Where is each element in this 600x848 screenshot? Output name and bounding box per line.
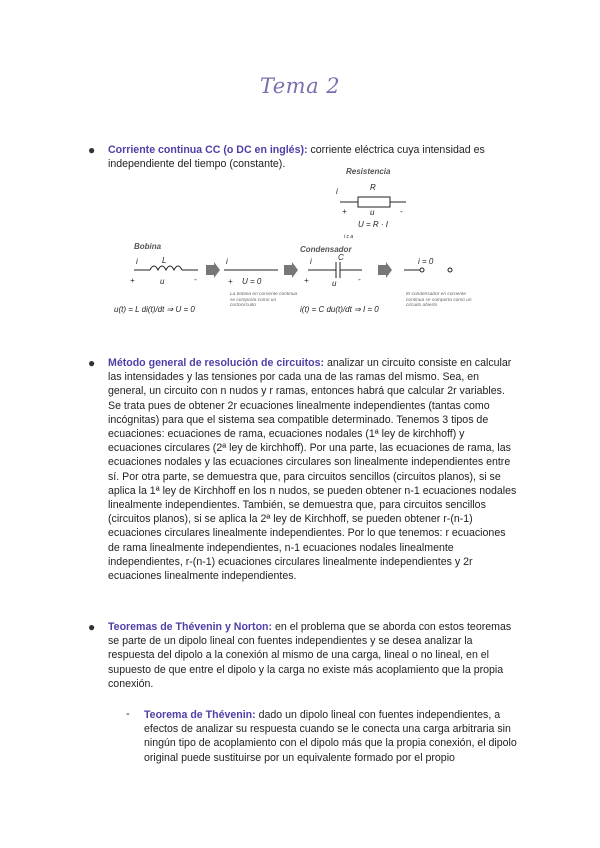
small-note: i c a <box>344 234 354 240</box>
u-zero: U = 0 <box>242 277 262 286</box>
resistor-symbol <box>358 197 390 207</box>
symbol-plus-cond: + <box>304 276 309 285</box>
i-zero: i = 0 <box>418 257 434 266</box>
inductor-symbol <box>150 266 182 270</box>
label-bobina: Bobina <box>134 242 162 251</box>
section-metodo <box>108 356 518 583</box>
arrow-right-icon <box>284 262 298 278</box>
label-resistencia: Resistencia <box>346 167 391 176</box>
symbol-minus-cond: - <box>358 275 361 284</box>
term-corriente-continua: Corriente continua CC (o DC en inglés): <box>108 144 308 156</box>
symbol-u: u <box>370 208 375 217</box>
bullet-icon: ● <box>88 356 96 370</box>
circuit-figure <box>100 160 520 330</box>
bullet-icon: ● <box>88 620 96 634</box>
symbol-plus-short: + <box>228 277 233 286</box>
term-metodo-general: Método general de resolución de circuitos: <box>108 357 325 369</box>
symbol-u-cond: u <box>332 279 337 288</box>
condensador-note: El condensador en corriente continua se comporta como un circuito abierto <box>406 292 472 309</box>
subsection-thevenin <box>144 708 522 765</box>
label-condensador: Condensador <box>300 245 352 254</box>
dash-marker: - <box>126 708 130 720</box>
condensador-equation: i(t) = C du(t)/dt ⇒ I = 0 <box>300 305 379 314</box>
symbol-plus: + <box>342 207 347 216</box>
symbol-minus: - <box>400 207 403 216</box>
bullet-icon: ● <box>88 143 96 157</box>
symbol-i: i <box>336 187 338 196</box>
symbol-minus-bobina: - <box>194 275 197 284</box>
term-thevenin: Teorema de Thévenin: <box>144 709 256 721</box>
bobina-note: La bobina en corriente continua se comporta como un cortocircuito <box>230 292 298 309</box>
symbol-i-short: i <box>226 257 228 266</box>
page-title: Tema 2 <box>259 74 341 98</box>
symbol-i-cond: i <box>310 257 312 266</box>
section-text: en el problema que se aborda con estos teoremas se parte de un dipolo lineal con fuentes independientes y se desea analizar la respuesta del dipolo a la conexión al mismo de una carga, lineal o no lineal, en el supuesto de que entre el dipolo y la carga no existe más acoplamiento que la propia conexión. <box>108 621 512 690</box>
arrow-right-icon <box>206 262 220 278</box>
bobina-equation: u(t) = L di(t)/dt ⇒ U = 0 <box>114 305 195 314</box>
subsection-text: dado un dipolo lineal con fuentes independientes, a efectos de analizar su respuesta cuando se le conecta una carga arbitraria sin ningún tipo de acoplamiento con el dipolo más que la propia conexión, el dipolo original puede sustituirse por un equivalente formado por el propio <box>144 709 517 764</box>
arrow-right-icon <box>378 262 392 278</box>
symbol-r: R <box>370 183 376 192</box>
ohm-law: U = R · I <box>358 220 389 229</box>
term-teoremas: Teoremas de Thévenin y Norton: <box>108 621 273 633</box>
section-text: corriente eléctrica cuya intensidad es independiente del tiempo (constante). <box>108 144 485 171</box>
symbol-i-bobina: i <box>136 257 138 266</box>
section-teoremas <box>108 620 518 691</box>
symbol-l: L <box>162 256 167 265</box>
symbol-c: C <box>338 253 344 262</box>
symbol-u-bobina: u <box>160 277 165 286</box>
section-text: analizar un circuito consiste en calcular las intensidades y las tensiones por cada una de las ramas del mismo. Sea, en general, un circuito con n nudos y r ramas, entonces habrá que calcular 2r variables. Se trata pues de obtener 2r ecuaciones linealmente independientes (tantas como incógnitas) para que el sistema sea compatible determinado. Tenemos 3 tipos de ecuaciones: ecuaciones de rama, ecuaciones nodales (1ª ley de kirchhoff) y ecuaciones circulares (2ª ley de kirchhoff). Por una parte, las ecuaciones de rama, las ecuaciones nodales y las ecuaciones circulares son linealmente independientes entre sí. Por otra parte, se demuestra que, para circuitos sencillos (circuitos planos), si se aplica la 1ª ley de Kirchhoff en los n nudos, se pueden obtener n-1 ecuaciones nodales linealmente independientes. También, se demuestra que, para circuitos sencillos (circuitos planos), si se aplica la 2ª ley de Kirchhoff, se pueden obtener r-(n-1) ecuaciones circulares linealmente independientes. Por lo que tenemos: r ecuaciones de rama linealmente independientes, n-1 ecuaciones nodales linealmente independientes, r-(n-1) ecuaciones circulares linealmente independientes y 2r ecuaciones linealmente independientes. <box>108 357 517 583</box>
symbol-plus-bobina: + <box>130 276 135 285</box>
